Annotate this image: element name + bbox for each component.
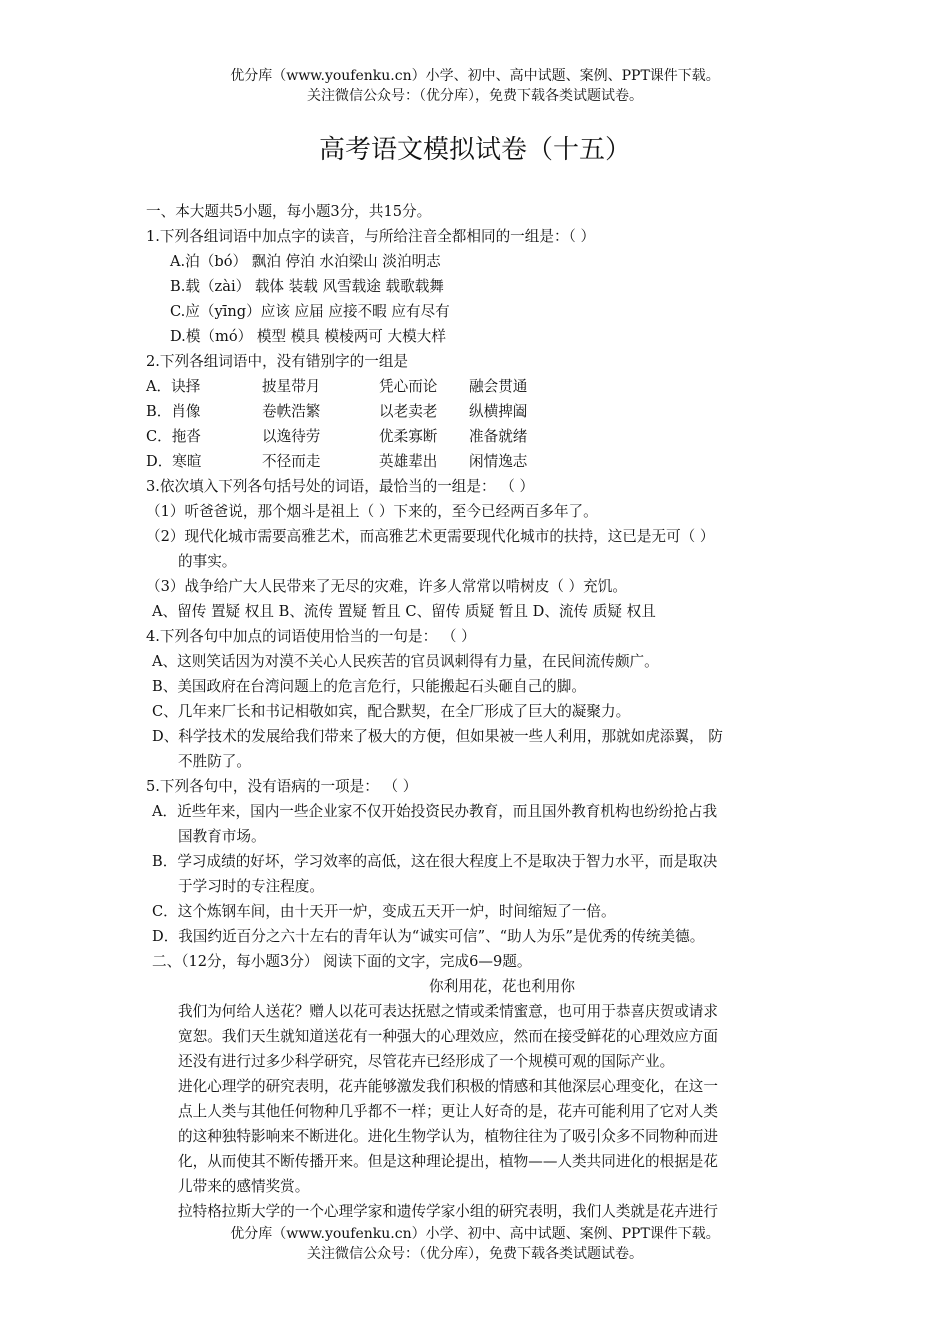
- q3-options: A、留传 置疑 权且 B、流传 置疑 暂且 C、留传 质疑 暂且 D、流传 质疑 权且: [152, 603, 656, 620]
- passage-line: 宽恕。我们天生就知道送花有一种强大的心理效应，然而在接受鲜花的心理效应方面: [178, 1028, 718, 1045]
- q2-row-a: [146, 374, 826, 399]
- footer-line-2: 关注微信公众号：（优分库），免费下载各类试题试卷。: [307, 1246, 643, 1262]
- exam-content: [146, 199, 826, 1224]
- q5-option-b: B．学习成绩的好坏，学习效率的高低，这在很大程度上不是取决于智力水平，而是取决: [152, 853, 718, 870]
- q5-option-a: A．近些年来，国内一些企业家不仅开始投资民办教育，而且国外教育机构也纷纷抢占我: [152, 803, 718, 820]
- page-footer: [0, 1224, 950, 1264]
- passage-line: 点上人类与其他任何物种几乎都不一样；更让人好奇的是，花卉可能利用了它对人类: [178, 1103, 718, 1120]
- passage-title: 你利用花，花也利用你: [429, 978, 575, 995]
- q4-option-d: D、科学技术的发展给我们带来了极大的方便，但如果被一些人利用，那就如虎添翼， 防: [152, 728, 723, 745]
- q4-option-a: A、这则笑话因为对漠不关心人民疾苦的官员讽刺得有力量，在民间流传颇广。: [152, 653, 659, 670]
- q2-stem: 2.下列各组词语中，没有错别字的一组是: [146, 353, 409, 370]
- q5-option-a-cont: 国教育市场。: [178, 828, 266, 845]
- q1-stem: 1.下列各组词语中加点字的读音，与所给注音全都相同的一组是：（ ）: [146, 228, 596, 245]
- q2-row-c: [146, 424, 826, 449]
- q4-option-d-cont: 不胜防了。: [178, 753, 251, 770]
- q2-cell: D．寒暄: [146, 453, 202, 470]
- q2-cell: 闲情逸志: [469, 453, 528, 470]
- q3-sentence-3: （3）战争给广大人民带来了无尽的灾难，许多人常常以啃树皮（ ）充饥。: [146, 578, 627, 595]
- q3-stem: 3.依次填入下列各句括号处的词语，最恰当的一组是： （ ）: [146, 478, 535, 495]
- q2-cell: 英雄辈出: [379, 453, 438, 470]
- footer-line-1: 优分库（www.youfenku.cn）小学、初中、高中试题、案例、PPT课件下载。: [230, 1226, 720, 1242]
- passage-line: 的这种独特影响来不断进化。进化生物学认为，植物往往为了吸引众多不同物种而进: [178, 1128, 718, 1145]
- q2-cell: B．肖像: [146, 403, 201, 420]
- q2-cell: 凭心而论: [379, 378, 438, 395]
- page-title: 高考语文模拟试卷（十五）: [318, 135, 631, 165]
- q1-option-d: D.模（mó） 模型 模具 模棱两可 大模大样: [170, 328, 446, 345]
- header-line-2: 关注微信公众号：（优分库），免费下载各类试题试卷。: [307, 88, 643, 104]
- q2-cell: 不径而走: [262, 453, 321, 470]
- passage-line: 我们为何给人送花？赠人以花可表达抚慰之情或柔情蜜意，也可用于恭喜庆贺或请求: [178, 1003, 718, 1020]
- q2-cell: 纵横捭阖: [469, 403, 528, 420]
- passage-line: 化，从而使其不断传播开来。但是这种理论提出，植物——人类共同进化的根据是花: [178, 1153, 718, 1170]
- section-2-heading: 二、（12分，每小题3分） 阅读下面的文字，完成6—9题。: [152, 953, 532, 970]
- q2-row-b: [146, 399, 826, 424]
- q2-cell: 卷帙浩繁: [262, 403, 321, 420]
- q2-cell: 融会贯通: [469, 378, 528, 395]
- q4-option-b: B、美国政府在台湾问题上的危言危行，只能搬起石头砸自己的脚。: [152, 678, 586, 695]
- header-line-1: 优分库（www.youfenku.cn）小学、初中、高中试题、案例、PPT课件下载。: [230, 68, 720, 84]
- passage-line: 拉特格拉斯大学的一个心理学家和遗传学家小组的研究表明，我们人类就是花卉进行: [178, 1203, 718, 1220]
- q2-row-d: [146, 449, 826, 474]
- q3-sentence-1: （1）听爸爸说，那个烟斗是祖上（ ）下来的，至今已经两百多年了。: [146, 503, 598, 520]
- q1-option-a: A.泊（bó） 飘泊 停泊 水泊梁山 淡泊明志: [170, 253, 441, 270]
- q5-option-d: D．我国约近百分之六十左右的青年认为“诚实可信”、“助人为乐”是优秀的传统美德。: [152, 928, 705, 945]
- q2-cell: C．拖沓: [146, 428, 201, 445]
- q2-cell: A．诀择: [146, 378, 201, 395]
- passage-line: 儿带来的感情奖赏。: [178, 1178, 310, 1195]
- q2-cell: 披星带月: [262, 378, 321, 395]
- q2-cell: 以老卖老: [379, 403, 438, 420]
- passage-line: 还没有进行过多少科学研究，尽管花卉已经形成了一个规模可观的国际产业。: [178, 1053, 675, 1070]
- q2-cell: 准备就绪: [469, 428, 528, 445]
- q4-stem: 4.下列各句中加点的词语使用恰当的一句是： （ ）: [146, 628, 476, 645]
- q5-option-b-cont: 于学习时的专注程度。: [178, 878, 324, 895]
- q1-option-b: B.载（zài） 载体 装载 风雪载途 载歌载舞: [170, 278, 444, 295]
- q1-option-c: C.应（yīng）应该 应届 应接不暇 应有尽有: [170, 303, 450, 320]
- passage-line: 进化心理学的研究表明，花卉能够激发我们积极的情感和其他深层心理变化，在这一: [178, 1078, 718, 1095]
- q3-sentence-2: （2）现代化城市需要高雅艺术，而高雅艺术更需要现代化城市的扶持，这已是无可（ ）: [146, 528, 715, 545]
- q5-option-c: C．这个炼钢车间，由十天开一炉，变成五天开一炉，时间缩短了一倍。: [152, 903, 616, 920]
- section-1-heading: 一、本大题共5小题，每小题3分，共15分。: [146, 203, 432, 220]
- q4-option-c: C、几年来厂长和书记相敬如宾，配合默契，在全厂形成了巨大的凝聚力。: [152, 703, 631, 720]
- q5-stem: 5.下列各句中，没有语病的一项是： （ ）: [146, 778, 418, 795]
- q3-sentence-2-cont: 的事实。: [178, 553, 237, 570]
- q2-cell: 优柔寡断: [379, 428, 438, 445]
- q2-cell: 以逸待劳: [262, 428, 321, 445]
- page-header: [0, 66, 950, 106]
